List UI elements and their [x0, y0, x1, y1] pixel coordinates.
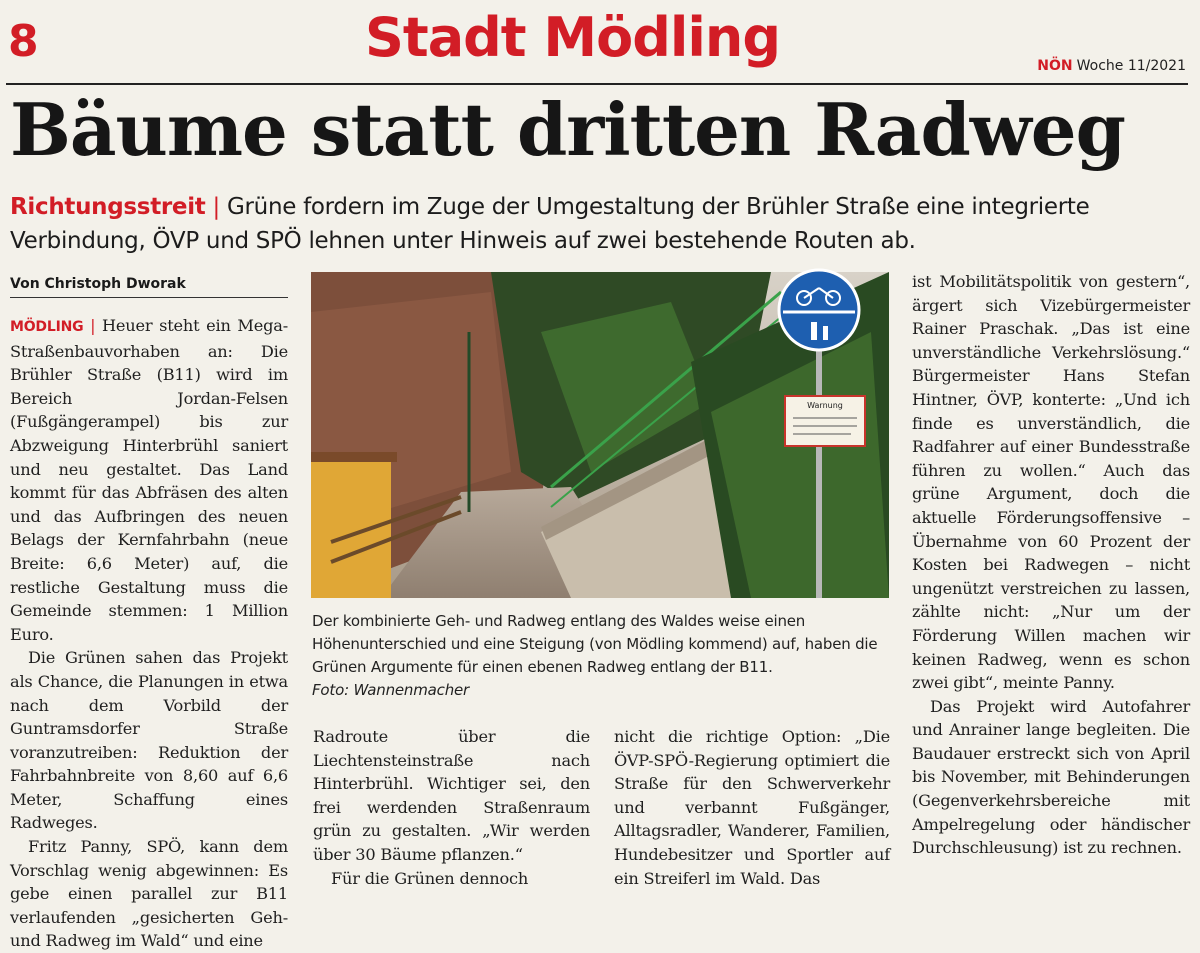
paragraph-8: Das Projekt wird Autofahrer und Anrainer lange begleiten. Die Baudauer erstreckt sich von April bis November, mit Behinderungen (Gegenverkehrsbereiche mit Ampelregelung oder händischer Durchschleusung) ist zu rechnen.: [912, 696, 1190, 858]
paragraph-6: nicht die richtige Option: „Die ÖVP-SPÖ-Regierung optimiert die Straße für den Schwerverkehr und verbannt Fußgänger, Alltagsradler, Wanderer, Familien, Hundebesitzer und Sportler auf ein Streiferl im Wald. Das: [614, 727, 890, 888]
caption-text: Der kombinierte Geh- und Radweg entlang des Waldes weise einen Höhenunterschied und eine Steigung (von Mödling kommend) auf, haben die Grünen Argumente für einen ebenen Radweg entlang der B11.: [312, 612, 878, 676]
issue-label: Woche 11/2021: [1076, 58, 1186, 74]
lead-text: Grüne fordern im Zuge der Umgestaltung der Brühler Straße eine integrierte Verbindung, ÖVP und SPÖ lehnen unter Hinweis auf zwei bestehende Routen ab.: [10, 194, 1090, 254]
photo-credit: Foto: Wannenmacher: [312, 681, 469, 699]
paragraph-7: ist Mobilitätspolitik von gestern“, ärgert sich Vizebürgermeister Rainer Praschak. „Das ist eine unverständliche Verkehrslösung.“ Bürgermeister Hans Stefan Hintner, ÖVP, konterte: „Und ich finde es unverständlich, die Radfahrer auf einer Bundesstraße führen zu wollen.“ Auch das grüne Argument, doch die aktuelle Förderungsoffensive – Übernahme von 60 Prozent der Kosten bei Radwegen – nicht ungenützt verstreichen zu lassen, zählte nicht: „Nur um der Förderung Willen machen wir keinen Radweg, wenn es schon zwei gibt“, meinte Panny.: [912, 272, 1190, 693]
photo-path-illustration: [311, 272, 889, 598]
lead: [10, 190, 1190, 258]
byline: Von Christoph Dworak: [10, 276, 288, 298]
dateline-separator: |: [90, 316, 96, 335]
paragraph-4: Radroute über die Liechtensteinstraße nach Hinterbrühl. Wichtiger sei, den frei werdenden Straßenraum grün zu gestalten. „Wir werden über 30 Bäume pflanzen.“: [313, 727, 590, 864]
article-column-4: [912, 270, 1190, 860]
article-column-3: [614, 725, 890, 890]
lead-separator: |: [212, 194, 220, 220]
headline: Bäume statt dritten Radweg: [10, 87, 1125, 172]
article-column-2: [313, 725, 590, 890]
section-title: Stadt Mödling: [365, 6, 781, 69]
page-number: 8: [8, 16, 39, 67]
article-photo: [311, 272, 889, 598]
issue-info: [1037, 58, 1186, 74]
paragraph-1-text: Heuer steht ein Mega-Straßenbauvorhaben an: Die Brühler Straße (B11) wird im Bereich Jordan-Felsen (Fußgängerampel) bis zur Abzweigung Hinterbrühl saniert und neu gestaltet. Das Land kommt für das Abfräsen des alten und das Aufbringen des neuen Belags der Kernfahrbahn (neue Breite: 6,6 Meter) auf, die restliche Gestaltung muss die Gemeinde stemmen: 1 Million Euro.: [10, 316, 288, 644]
dateline-place: MÖDLING: [10, 319, 84, 335]
article-column-1: [10, 314, 288, 953]
lead-label: Richtungsstreit: [10, 194, 206, 220]
sign-title: Warnung: [807, 401, 843, 410]
paragraph-5: Für die Grünen dennoch: [331, 868, 529, 888]
paragraph-2: Die Grünen sahen das Projekt als Chance, die Planungen in etwa nach dem Vorbild der Guntramsdorfer Straße voranzutreiben: Reduktion der Fahrbahnbreite von 8,60 auf 6,6 Meter, Schaffung eines Radweges.: [10, 648, 288, 833]
paragraph-1: [10, 314, 288, 646]
publication-logo: NÖN: [1037, 58, 1073, 74]
photo-caption: [312, 610, 888, 702]
paragraph-3: Fritz Panny, SPÖ, kann dem Vorschlag wenig abgewinnen: Es gebe einen parallel zur B11 verlaufenden „gesicherten Geh- und Radweg im Wald“ und eine: [10, 837, 288, 951]
